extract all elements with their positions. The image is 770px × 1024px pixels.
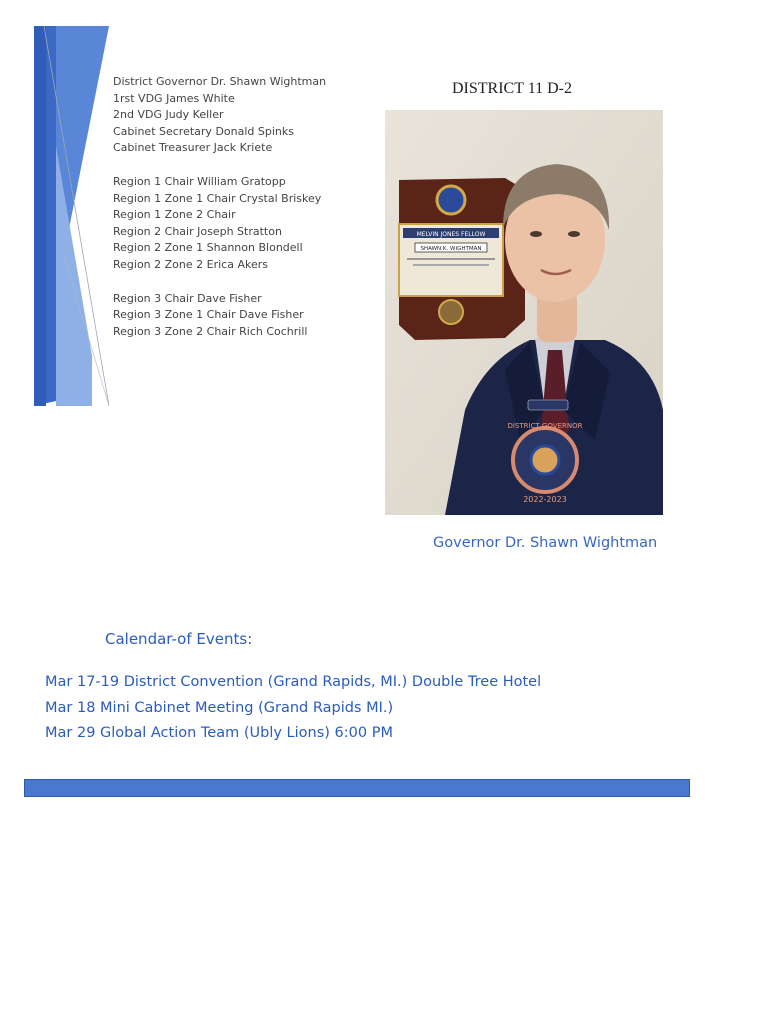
region-line: Region 3 Zone 2 Chair Rich Cochrill [113,324,308,338]
governor-portrait-photo [385,110,663,515]
region-line: Region 3 Chair Dave Fisher [113,291,262,305]
officers-list [113,74,373,340]
calendar-events-list [45,670,541,747]
region-line: Region 1 Chair William Gratopp [113,174,286,188]
region-line: Region 2 Chair Joseph Stratton [113,224,282,238]
footer-divider-bar [24,779,690,797]
officer-line: 1rst VDG James White [113,91,235,105]
district-title: DISTRICT 11 D-2 [452,80,572,97]
officer-line: Cabinet Secretary Donald Spinks [113,124,294,138]
calendar-event: Mar 29 Global Action Team (Ubly Lions) 6:00 PM [45,725,393,741]
calendar-event: Mar 17-19 District Convention (Grand Rapids, MI.) Double Tree Hotel [45,674,542,690]
decorative-blue-facet-graphic [34,26,114,406]
region-line: Region 2 Zone 2 Erica Akers [113,257,268,271]
region-line: Region 1 Zone 1 Chair Crystal Briskey [113,191,322,205]
plaque-name: SHAWN K. WIGHTMAN [420,246,482,252]
plaque-title: MELVIN JONES FELLOW [416,231,486,238]
officer-line: Cabinet Treasurer Jack Kriete [113,141,273,155]
patch-text: DISTRICT GOVERNOR [507,422,583,430]
officer-line: District Governor Dr. Shawn Wightman [113,75,327,88]
calendar-heading: Calendar-of Events: [105,630,253,648]
officer-line: 2nd VDG Judy Keller [113,108,224,122]
region-line: Region 1 Zone 2 Chair [113,208,236,222]
patch-years: 2022-2023 [523,495,567,504]
calendar-event: Mar 18 Mini Cabinet Meeting (Grand Rapids MI.) [45,699,394,716]
region-line: Region 3 Zone 1 Chair Dave Fisher [113,308,304,322]
region-line: Region 2 Zone 1 Shannon Blondell [113,241,303,255]
photo-caption: Governor Dr. Shawn Wightman [433,535,658,551]
portrait-illustration [385,110,663,515]
